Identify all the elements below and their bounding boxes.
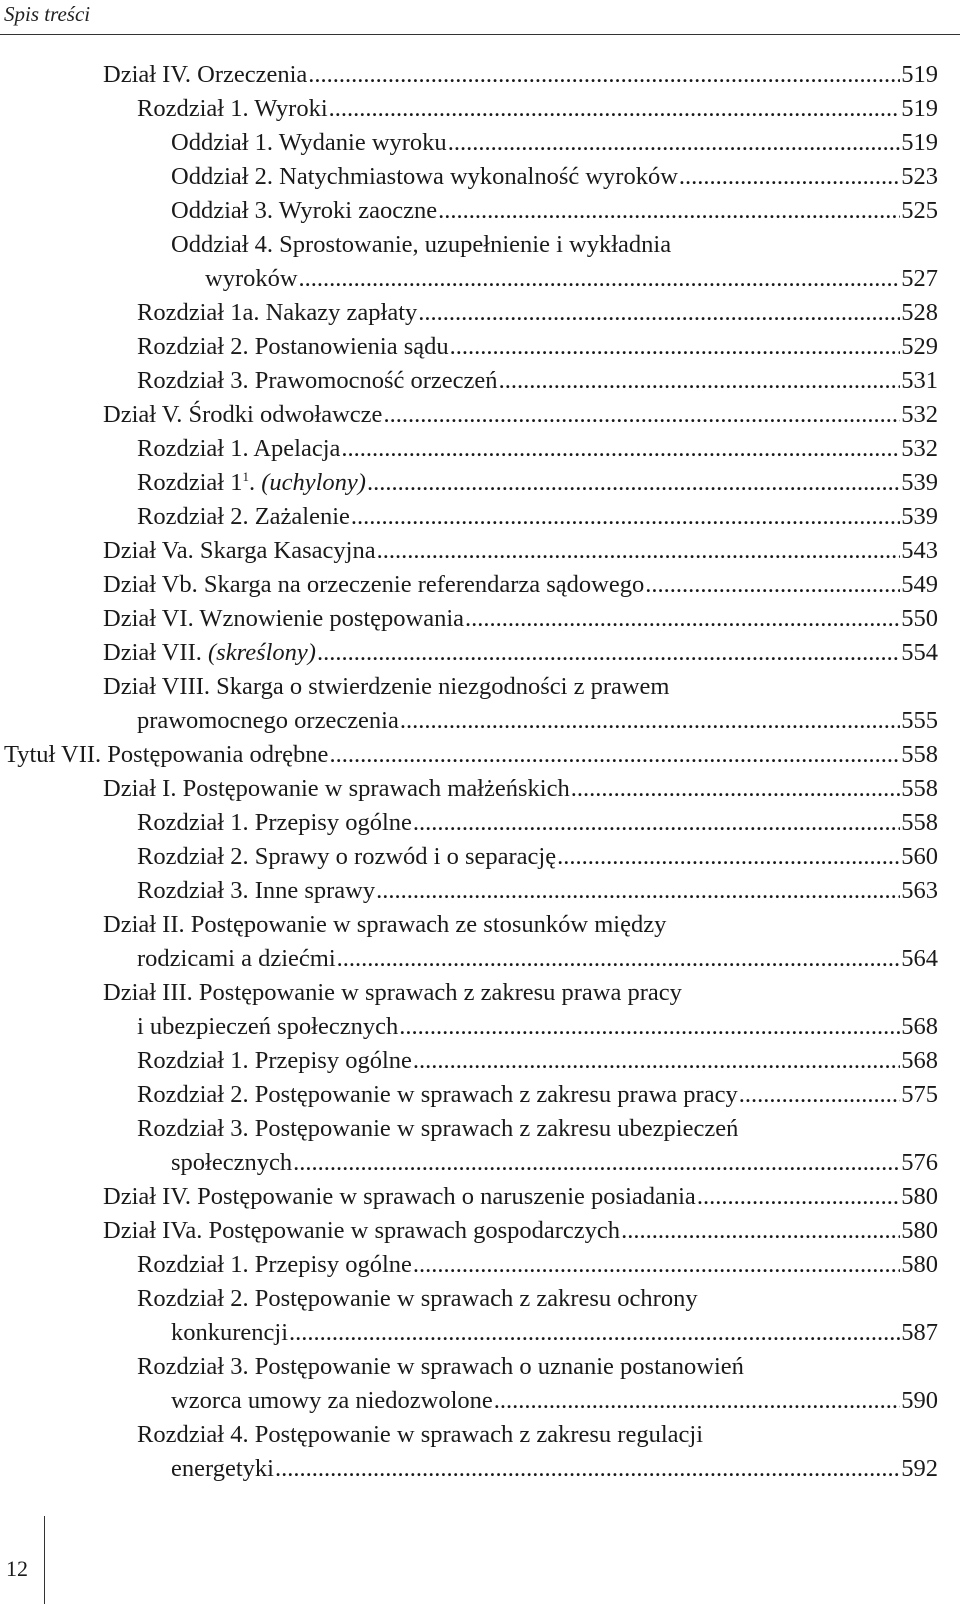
toc-entry[interactable] <box>0 806 960 840</box>
toc-entry[interactable] <box>0 92 960 126</box>
toc-entry-title: rodzicami a dziećmi <box>137 945 336 972</box>
toc-entry-title: Rozdział 2. Postępowanie w sprawach z zakresu ochrony <box>137 1285 698 1312</box>
toc-entry[interactable] <box>0 976 960 1010</box>
toc-entry-title: Rozdział $1^1$. (uchylony) <box>137 468 366 496</box>
toc-page-number: 519 <box>901 95 938 122</box>
toc-entry-title: konkurencji <box>171 1319 289 1346</box>
toc-page-number: 554 <box>901 639 938 666</box>
toc-page-number: 563 <box>901 877 938 904</box>
toc-entry-title: Rozdział 2. Zażalenie <box>137 503 350 530</box>
dot-leader <box>376 874 900 908</box>
toc-page-number: 531 <box>901 367 938 394</box>
toc-page-number: 539 <box>901 469 938 496</box>
toc-entry[interactable] <box>0 942 960 976</box>
dot-leader <box>418 296 900 330</box>
dot-leader <box>275 1452 900 1486</box>
toc-entry-title: Oddział 3. Wyroki zaoczne <box>171 197 438 224</box>
dot-leader <box>645 568 900 602</box>
toc-page-number: 564 <box>901 945 938 972</box>
toc-entry-title: Rozdział 3. Postępowanie w sprawach o uznanie postanowień <box>137 1353 744 1380</box>
toc-entry[interactable] <box>0 534 960 568</box>
dot-leader <box>399 1010 900 1044</box>
toc-page-number: 523 <box>901 163 938 190</box>
page-footer <box>0 1516 45 1604</box>
toc-page-number: 592 <box>901 1455 938 1482</box>
toc-page-number: 549 <box>901 571 938 598</box>
toc-page-number: 580 <box>901 1217 938 1244</box>
dot-leader <box>697 1180 900 1214</box>
toc-entry[interactable] <box>0 466 960 500</box>
toc-entry-title: Rozdział 3. Postępowanie w sprawach z zakresu ubezpieczeń <box>137 1115 739 1142</box>
toc-entry[interactable] <box>0 500 960 534</box>
toc-entry[interactable] <box>0 262 960 296</box>
dot-leader <box>621 1214 900 1248</box>
dot-leader <box>299 262 901 296</box>
toc-entry[interactable] <box>0 840 960 874</box>
toc-entry[interactable] <box>0 1112 960 1146</box>
toc-entry[interactable] <box>0 1010 960 1044</box>
toc-entry[interactable] <box>0 670 960 704</box>
toc-page-number: 539 <box>901 503 938 530</box>
toc-entry-title: Oddział 1. Wydanie wyroku <box>171 129 447 156</box>
toc-entry[interactable] <box>0 194 960 228</box>
toc-entry[interactable] <box>0 1350 960 1384</box>
toc-entry[interactable] <box>0 908 960 942</box>
toc-entry-title: Dział IV. Orzeczenia <box>103 61 308 88</box>
dot-leader <box>329 738 900 772</box>
toc-entry[interactable] <box>0 432 960 466</box>
toc-entry-title: Dział II. Postępowanie w sprawach ze stosunków między <box>103 911 667 938</box>
toc-page-number: 580 <box>901 1251 938 1278</box>
toc-entry-title: Dział III. Postępowanie w sprawach z zakresu prawa pracy <box>103 979 682 1006</box>
toc-entry-title: energetyki <box>171 1455 274 1482</box>
dot-leader <box>329 92 901 126</box>
toc-entry[interactable] <box>0 1146 960 1180</box>
dot-leader <box>293 1146 900 1180</box>
toc-entry-title: Rozdział 3. Prawomocność orzeczeń <box>137 367 498 394</box>
toc-entry[interactable] <box>0 738 960 772</box>
dot-leader <box>557 840 900 874</box>
toc-entry-title: Dział IVa. Postępowanie w sprawach gospodarczych <box>103 1217 621 1244</box>
toc-page-number: 527 <box>901 265 938 292</box>
running-header-title: Spis treści <box>4 2 91 26</box>
toc-entry-title: Rozdział 1. Przepisy ogólne <box>137 1047 412 1074</box>
toc-entry-title: Rozdział 1a. Nakazy zapłaty <box>137 299 418 326</box>
toc-entry-title: Dział Va. Skarga Kasacyjna <box>103 537 376 564</box>
toc-entry[interactable] <box>0 874 960 908</box>
dot-leader <box>679 160 900 194</box>
toc-entry[interactable] <box>0 1214 960 1248</box>
toc-page-number: 558 <box>901 741 938 768</box>
toc-page-number: 575 <box>901 1081 938 1108</box>
toc-entry-title: Tytuł VII. Postępowania odrębne <box>4 741 329 768</box>
dot-leader <box>499 364 901 398</box>
dot-leader <box>367 466 900 500</box>
toc-entry-title: Dział I. Postępowanie w sprawach małżeńskich <box>103 775 570 802</box>
toc-entry-title: Oddział 2. Natychmiastowa wykonalność wyroków <box>171 163 678 190</box>
toc-entry-title: społecznych <box>171 1149 293 1176</box>
dot-leader <box>438 194 900 228</box>
toc-entry[interactable] <box>0 1282 960 1316</box>
toc-page-number: 543 <box>901 537 938 564</box>
toc-entry[interactable] <box>0 568 960 602</box>
toc-entry-title: Rozdział 2. Postępowanie w sprawach z zakresu prawa pracy <box>137 1081 738 1108</box>
toc-entry-title: wyroków <box>205 265 298 292</box>
toc-entry-title: Rozdział 3. Inne sprawy <box>137 877 376 904</box>
toc-entry-title: Oddział 4. Sprostowanie, uzupełnienie i wykładnia <box>171 231 672 258</box>
toc-entry[interactable] <box>0 126 960 160</box>
dot-leader <box>400 704 900 738</box>
toc-entry-title: Dział V. Środki odwoławcze <box>103 401 383 428</box>
toc-entry[interactable] <box>0 1384 960 1418</box>
toc-entry[interactable] <box>0 58 960 92</box>
toc-entry[interactable] <box>0 1316 960 1350</box>
toc-entry[interactable] <box>0 1452 960 1486</box>
toc-entry[interactable] <box>0 160 960 194</box>
toc-entry-title: Rozdział 2. Sprawy o rozwód i o separację <box>137 843 557 870</box>
toc-entry[interactable] <box>0 296 960 330</box>
toc-entry-title: Dział Vb. Skarga na orzeczenie referendarza sądowego <box>103 571 645 598</box>
page-header <box>0 0 960 35</box>
dot-leader <box>571 772 901 806</box>
toc-entry-title: Rozdział 4. Postępowanie w sprawach z zakresu regulacji <box>137 1421 704 1448</box>
dot-leader <box>413 806 900 840</box>
toc-page-number: 590 <box>901 1387 938 1414</box>
toc-entry-title: Rozdział 1. Przepisy ogólne <box>137 1251 412 1278</box>
dot-leader <box>494 1384 900 1418</box>
toc-entry[interactable] <box>0 1248 960 1282</box>
toc-page-number: 568 <box>901 1013 938 1040</box>
toc-entry[interactable] <box>0 398 960 432</box>
dot-leader <box>308 58 900 92</box>
toc-entry-title: Rozdział 2. Postanowienia sądu <box>137 333 449 360</box>
table-of-contents <box>0 58 960 1486</box>
toc-page-number: 587 <box>901 1319 938 1346</box>
toc-entry-title: Dział IV. Postępowanie w sprawach o naruszenie posiadania <box>103 1183 696 1210</box>
toc-page-number: 558 <box>901 775 938 802</box>
toc-entry-title: Dział VI. Wznowienie postępowania <box>103 605 465 632</box>
toc-page-number: 519 <box>901 61 938 88</box>
dot-leader <box>289 1316 900 1350</box>
page-number: 12 <box>6 1556 28 1581</box>
toc-page-number: 525 <box>901 197 938 224</box>
dot-leader <box>341 432 900 466</box>
toc-entry-title: Dział VIII. Skarga o stwierdzenie niezgodności z prawem <box>103 673 670 700</box>
toc-entry-title: prawomocnego orzeczenia <box>137 707 399 734</box>
toc-entry[interactable] <box>0 704 960 738</box>
toc-entry[interactable] <box>0 636 960 670</box>
dot-leader <box>351 500 900 534</box>
dot-leader <box>383 398 900 432</box>
dot-leader <box>465 602 900 636</box>
dot-leader <box>448 126 901 160</box>
toc-entry[interactable] <box>0 1078 960 1112</box>
toc-page-number: 560 <box>901 843 938 870</box>
toc-page-number: 550 <box>901 605 938 632</box>
toc-page-number: 555 <box>901 707 938 734</box>
dot-leader <box>377 534 901 568</box>
toc-page-number: 532 <box>901 435 938 462</box>
toc-page-number: 529 <box>901 333 938 360</box>
toc-entry[interactable] <box>0 602 960 636</box>
toc-page-number: 568 <box>901 1047 938 1074</box>
dot-leader <box>413 1044 900 1078</box>
dot-leader <box>739 1078 901 1112</box>
toc-entry[interactable] <box>0 330 960 364</box>
toc-entry[interactable] <box>0 228 960 262</box>
toc-entry[interactable] <box>0 1180 960 1214</box>
dot-leader <box>450 330 901 364</box>
dot-leader <box>317 636 900 670</box>
toc-page-number: 519 <box>901 129 938 156</box>
dot-leader <box>337 942 901 976</box>
toc-page-number: 576 <box>901 1149 938 1176</box>
toc-entry-title: Rozdział 1. Wyroki <box>137 95 328 122</box>
toc-entry-title: Rozdział 1. Przepisy ogólne <box>137 809 412 836</box>
toc-page-number: 532 <box>901 401 938 428</box>
toc-entry-title: i ubezpieczeń społecznych <box>137 1013 399 1040</box>
toc-page-number: 528 <box>901 299 938 326</box>
toc-entry[interactable] <box>0 1418 960 1452</box>
toc-entry-title: Rozdział 1. Apelacja <box>137 435 341 462</box>
toc-entry[interactable] <box>0 772 960 806</box>
toc-page-number: 558 <box>901 809 938 836</box>
toc-entry-title: Dział VII. (skreślony) <box>103 639 316 666</box>
toc-entry-title: wzorca umowy za niedozwolone <box>171 1387 493 1414</box>
toc-entry[interactable] <box>0 364 960 398</box>
dot-leader <box>413 1248 900 1282</box>
toc-page-number: 580 <box>901 1183 938 1210</box>
toc-entry[interactable] <box>0 1044 960 1078</box>
